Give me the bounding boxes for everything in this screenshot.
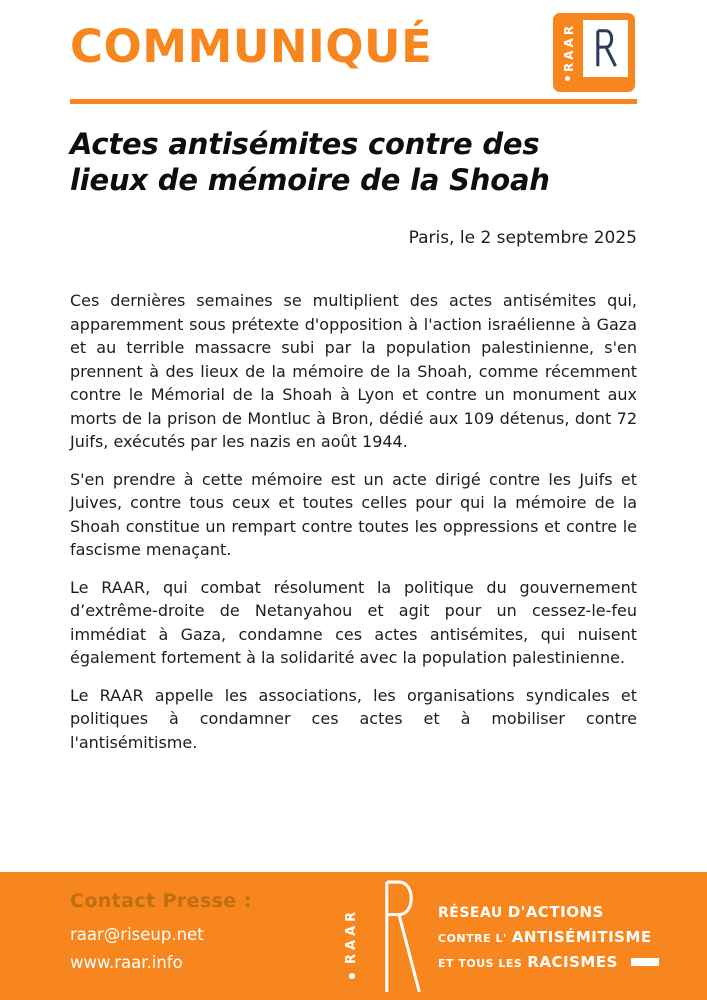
- tagline-line-2: [438, 928, 659, 946]
- tagline-word: RACISMES: [527, 953, 618, 971]
- footer-band: [0, 872, 707, 1000]
- contact-block: [70, 890, 252, 981]
- logo-dot: [349, 973, 355, 979]
- tagline-word: CONTRE L': [438, 932, 507, 945]
- footer-tagline: [438, 903, 659, 978]
- raar-logo-acronym: RAAR: [344, 907, 359, 964]
- title-line-1: Actes antisémites contre des: [70, 127, 540, 161]
- tagline-dash: [631, 958, 659, 966]
- tagline-word: RÉSEAU: [438, 905, 503, 921]
- tagline-line-1: [438, 903, 659, 921]
- tagline-line-3: [438, 953, 659, 971]
- article-body: [70, 289, 637, 768]
- raar-lettermark-panel: [583, 20, 628, 77]
- raar-lettermark-icon: [370, 880, 428, 994]
- contact-email-link[interactable]: raar@riseup.net: [70, 925, 204, 944]
- raar-logo-acronym: RAAR: [562, 22, 576, 72]
- raar-logo-header: [553, 13, 635, 92]
- paragraph: Ces dernières semaines se multiplient des actes antisémites qui, apparemment sous prétexte d'opposition à l'action israélienne à Gaza et au terrible massacre subi par la population palestinienne, s'en prennent à des lieux de la mémoire de la Shoah, comme récemment contre le Mémorial de la Shoah à Lyon et contre un monument aux morts de la prison de Montluc à Bron, dédié aux 109 détenus, dont 72 Juifs, exécutés par les nazis en août 1944.: [70, 291, 637, 451]
- header-rule: [70, 99, 637, 104]
- website-link[interactable]: www.raar.info: [70, 953, 183, 972]
- tagline-word: D'ACTIONS: [507, 903, 604, 921]
- paragraph: S'en prendre à cette mémoire est un acte dirigé contre les Juifs et Juives, contre tous ceux et toutes celles pour qui la mémoire de la Shoah constitue un rempart contre toutes les oppressions et contre le fascisme menaçant.: [70, 469, 637, 559]
- tagline-word: ET TOUS LES: [438, 957, 523, 970]
- kicker-title: COMMUNIQUÉ: [70, 20, 433, 73]
- contact-presse-label: Contact Presse :: [70, 890, 252, 912]
- logo-dot: [565, 76, 570, 81]
- title-line-2: lieux de mémoire de la Shoah: [70, 163, 550, 197]
- paragraph: Le RAAR, qui combat résolument la politique du gouvernement d’extrême-droite de Netanyahou et agit pour un cessez-le-feu immédiat à Gaza, condamne ces actes antisémites, qui nuisent également fortement à la solidarité avec la population palestinienne.: [70, 577, 637, 667]
- raar-logo-footer: [342, 880, 437, 994]
- raar-lettermark-icon: [591, 26, 621, 71]
- dateline: Paris, le 2 septembre 2025: [408, 228, 637, 248]
- tagline-word: ANTISÉMITISME: [511, 928, 652, 946]
- paragraph: Le RAAR appelle les associations, les organisations syndicales et politiques à condamner ces actes et à mobiliser contre l'antisémitisme.: [70, 685, 637, 752]
- article-title: [70, 126, 550, 198]
